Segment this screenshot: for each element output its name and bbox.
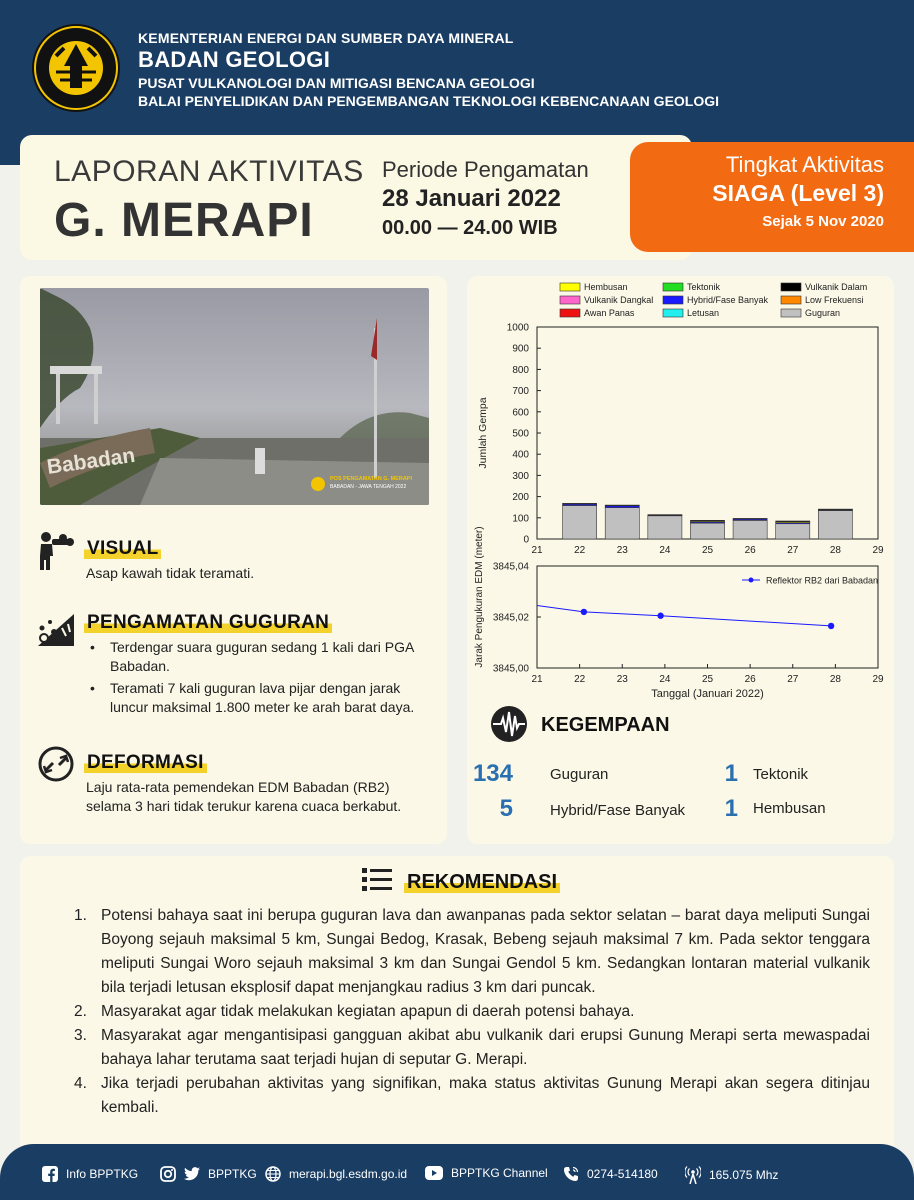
twitter-icon (184, 1167, 200, 1181)
deformation-icon (36, 744, 76, 784)
bar-guguran (690, 523, 724, 539)
legend-swatch (560, 309, 580, 317)
charts-svg (467, 276, 894, 706)
legend-label: Hembusan (584, 282, 628, 292)
y-tick-label: 200 (512, 492, 529, 504)
list-item: • Terdengar suara guguran sedang 1 kali dari PGA Babadan. (86, 638, 426, 676)
item-number: 4. (74, 1075, 87, 1092)
youtube-label: BPPTKG Channel (451, 1166, 548, 1180)
deformasi-title-text: DEFORMASI (84, 752, 207, 773)
observation-photo (40, 288, 429, 505)
y-tick-label: 300 (512, 470, 529, 482)
x-tick-label: 28 (829, 545, 841, 556)
legend-label: Hybrid/Fase Banyak (687, 295, 769, 305)
data-point (581, 609, 587, 615)
x-tick-label: 26 (744, 674, 756, 685)
y-tick-label: 700 (512, 386, 529, 398)
x-tick-label: 29 (872, 674, 884, 685)
tektonik-label: Tektonik (753, 766, 809, 783)
globe-icon (265, 1166, 281, 1182)
social-link[interactable] (160, 1166, 257, 1182)
phone-link[interactable] (563, 1166, 658, 1182)
legend-swatch (560, 283, 580, 291)
deformasi-title (84, 752, 207, 774)
photo-sign-text: Babadan (45, 443, 137, 479)
rekomendasi-list (74, 904, 870, 1120)
y-tick-label: 500 (512, 428, 529, 440)
x-tick-label: 25 (701, 674, 714, 685)
x-tick-label: 21 (531, 674, 543, 685)
facebook-icon (42, 1166, 58, 1182)
title-box (20, 135, 692, 260)
radio-label: 165.075 Mhz (709, 1168, 779, 1182)
guguran-count: 134 (472, 760, 513, 787)
facebook-label: Info BPPTKG (66, 1167, 139, 1181)
bar-vulkanik-dalam (818, 509, 852, 510)
y-tick-label: 1000 (506, 322, 529, 334)
y-tick-label: 3845,04 (492, 561, 529, 573)
website-link[interactable] (265, 1166, 407, 1182)
guguran-title-text: PENGAMATAN GUGURAN (84, 612, 332, 633)
website-label: merapi.bgl.esdm.go.id (289, 1167, 408, 1181)
legend-swatch (663, 283, 683, 291)
series-line (537, 606, 831, 626)
hembusan-count: 1 (724, 795, 738, 822)
y-axis-label: Jumlah Gempa (477, 397, 489, 469)
office-name: BALAI PENYELIDIKAN DAN PENGEMBANGAN TEKNOLOGI KEBENCANAAN GEOLOGI (138, 93, 720, 109)
data-point (657, 613, 663, 619)
hybrid-count: 5 (499, 795, 513, 822)
list-item (74, 1072, 870, 1120)
item-text: Masyarakat agar tidak melakukan kegiatan apapun di daerah potensi bahaya. (101, 1003, 635, 1020)
x-tick-label: 24 (659, 674, 671, 685)
legend-swatch (663, 309, 683, 317)
x-tick-label: 25 (701, 545, 714, 556)
guguran-label: Guguran (550, 766, 609, 783)
x-tick-label: 29 (872, 545, 884, 556)
hembusan-label: Hembusan (753, 800, 826, 817)
kegempaan-title: KEGEMPAAN (541, 714, 670, 736)
guguran-title (84, 612, 332, 634)
bar-guguran (776, 524, 810, 539)
x-axis-label: Tanggal (Januari 2022) (651, 688, 764, 700)
report-subtitle: LAPORAN AKTIVITAS (54, 155, 364, 188)
status-since: Sejak 5 Nov 2020 (762, 213, 884, 230)
guguran-list (86, 638, 426, 720)
bar-vulkanik-dalam (733, 518, 767, 519)
item-text: Masyarakat agar mengantisipasi gangguan akibat abu vulkanik dari erupsi Gunung Merapi serta mewaspadai bahaya lahar terutama saat terjadi hujan di seputar G. Merapi. (101, 1027, 870, 1068)
social-label: BPPTKG (208, 1167, 257, 1181)
bar-guguran (605, 508, 639, 539)
bar-vulkanik-dalam (776, 521, 810, 522)
rekomendasi-title (404, 871, 560, 894)
y-tick-label: 600 (512, 407, 529, 419)
esdm-logo (30, 22, 122, 114)
y-tick-label: 3845,00 (492, 663, 529, 675)
x-tick-label: 21 (531, 545, 543, 556)
bar-guguran (648, 516, 682, 539)
legend-swatch (781, 283, 801, 291)
y-tick-label: 800 (512, 364, 529, 376)
radio-link[interactable] (685, 1166, 778, 1184)
legend-swatch (560, 296, 580, 304)
list-item: • Teramati 7 kali guguran lava pijar dengan jarak luncur maksimal 1.800 meter ke arah barat daya. (86, 679, 426, 717)
footer-bar (0, 1144, 914, 1200)
organization-block (138, 30, 719, 109)
y-axis-label: Jarak Pengukuran EDM (meter) (474, 526, 485, 668)
status-label: Tingkat Aktivitas (725, 152, 884, 177)
radio-tower-icon (685, 1166, 701, 1184)
legend-label: Guguran (805, 308, 841, 318)
list-item (74, 1024, 870, 1072)
deformasi-text: Laju rata-rata pemendekan EDM Babadan (RB2) selama 3 hari tidak terukur karena cuaca berkabut. (86, 779, 402, 814)
legend-marker (749, 578, 754, 583)
photo-caption-1: POS PENGAMATAN G. MERAPI (330, 476, 412, 482)
binoculars-person-icon (36, 530, 76, 570)
bar-guguran (818, 511, 852, 539)
item-text: Jika terjadi perubahan aktivitas yang signifikan, maka status aktivitas Gunung Merapi akan segera ditinjau kembali. (101, 1075, 870, 1116)
bar-vulkanik-dalam (563, 503, 597, 504)
item-number: 1. (74, 907, 87, 924)
ministry-name: KEMENTERIAN ENERGI DAN SUMBER DAYA MINERAL (138, 30, 514, 46)
item-text: Potensi bahaya saat ini berupa guguran lava dan awanpanas pada sektor selatan – barat daya meliputi Sungai Boyong sejauh maksimal 5 km, Sungai Bedog, Krasak, Bebeng sejauh maksimal 7 km. Pada sektor tenggara meliputi Sungai Woro sejauh maksimal 3 km dan Sungai Gendol 5 km. Sedangkan lontaran material vulkanik bila terjadi letusan eksplosif dapat menjangkau radius 3 km dari puncak. (101, 907, 870, 996)
youtube-icon (425, 1166, 443, 1180)
tektonik-count: 1 (724, 760, 738, 787)
y-tick-label: 900 (512, 343, 529, 355)
periode-label: Periode Pengamatan (382, 157, 589, 182)
bar-guguran (563, 506, 597, 539)
legend-label: Vulkanik Dangkal (584, 295, 654, 305)
center-name: PUSAT VULKANOLOGI DAN MITIGASI BENCANA GEOLOGI (138, 75, 535, 91)
bar-vulkanik-dalam (605, 505, 639, 506)
visual-text: Asap kawah tidak teramati. (86, 565, 255, 581)
periode-date: 28 Januari 2022 (382, 185, 561, 212)
y-tick-label: 100 (512, 513, 529, 525)
legend-label: Vulkanik Dalam (805, 282, 868, 292)
seismograph-icon (489, 704, 529, 744)
visual-title (84, 538, 161, 560)
status-badge (630, 142, 914, 252)
legend-label: Letusan (687, 308, 720, 318)
phone-icon (563, 1166, 579, 1182)
list-icon (362, 867, 392, 898)
agency-name: BADAN GEOLOGI (138, 47, 331, 72)
y-tick-label: 400 (512, 449, 529, 461)
page-title: G. MERAPI (54, 194, 314, 247)
hybrid-label: Hybrid/Fase Banyak (550, 802, 686, 819)
rekomendasi-title-text: REKOMENDASI (404, 871, 560, 893)
x-tick-label: 23 (616, 545, 628, 556)
legend-swatch (781, 309, 801, 317)
x-tick-label: 22 (574, 674, 586, 685)
legend-label: Awan Panas (584, 308, 635, 318)
status-level: SIAGA (Level 3) (712, 180, 884, 206)
bar-guguran (733, 520, 767, 539)
chart-panel (467, 276, 894, 844)
facebook-link[interactable] (42, 1166, 138, 1182)
bar-vulkanik-dalam (648, 515, 682, 516)
list-item (74, 1000, 870, 1024)
bar-vulkanik-dalam (690, 520, 724, 521)
photo-caption-2: BABADAN - JAWA TENGAH 2022 (330, 484, 407, 490)
y-tick-label: 3845,02 (492, 612, 529, 624)
phone-label: 0274-514180 (587, 1167, 658, 1181)
x-tick-label: 28 (829, 674, 841, 685)
legend-swatch (663, 296, 683, 304)
x-tick-label: 26 (744, 545, 756, 556)
data-point (828, 623, 834, 629)
x-tick-label: 27 (787, 674, 799, 685)
x-tick-label: 22 (574, 545, 586, 556)
item-number: 2. (74, 1003, 87, 1020)
instagram-icon (160, 1166, 176, 1182)
youtube-link[interactable] (425, 1166, 548, 1180)
rekomendasi-panel (20, 856, 894, 1174)
legend-label: Low Frekuensi (805, 295, 864, 305)
legend-label: Tektonik (687, 282, 721, 292)
item-number: 3. (74, 1027, 87, 1044)
visual-title-text: VISUAL (84, 538, 161, 559)
list-item (74, 904, 870, 1000)
rockfall-icon (36, 610, 76, 650)
x-tick-label: 23 (616, 674, 628, 685)
y-tick-label: 0 (523, 534, 529, 546)
x-tick-label: 27 (787, 545, 799, 556)
x-tick-label: 24 (659, 545, 671, 556)
periode-time: 00.00 — 24.00 WIB (382, 217, 558, 239)
legend-label: Reflektor RB2 dari Babadan (766, 575, 879, 586)
legend-swatch (781, 296, 801, 304)
observation-panel (20, 276, 447, 844)
